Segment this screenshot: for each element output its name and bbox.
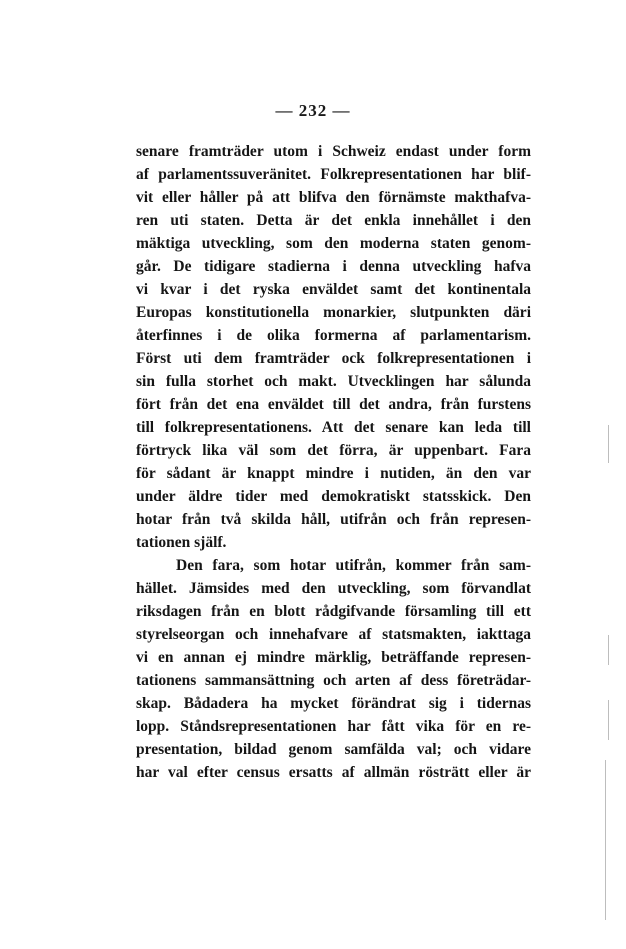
- text-line: skap. Bådadera ha mycket förändrat sig i tidernas: [136, 695, 531, 712]
- page-number: — 232 —: [275, 101, 351, 120]
- scan-edge-mark: [608, 700, 609, 740]
- scan-edge-mark: [605, 760, 606, 920]
- text-line: för sådant är knappt mindre i nutiden, än den var: [136, 465, 531, 482]
- text-line: hotar från två skilda håll, utifrån och från represen-: [136, 511, 531, 528]
- text-line: fört från det ena enväldet till det andra, från furstens: [136, 396, 531, 413]
- text-line: presentation, bildad genom samfälda val; och vidare: [136, 741, 531, 758]
- text-line: styrelseorgan och innehafvare af statsmakten, iakttaga: [136, 626, 531, 643]
- scan-edge-mark: [608, 635, 609, 665]
- text-line: lopp. Ståndsrepresentationen har fått vika för en re-: [136, 718, 531, 735]
- text-line: vi en annan ej mindre märklig, beträffande represen-: [136, 649, 531, 666]
- text-line: af parlamentssuveränitet. Folkrepresentationen har blif-: [136, 166, 531, 183]
- text-line: Europas konstitutionella monarkier, slutpunkten däri: [136, 304, 531, 321]
- text-line: Först uti dem framträder ock folkrepresentationen i: [136, 350, 531, 367]
- text-line: har val efter census ersatts af allmän rösträtt eller är: [136, 764, 531, 781]
- text-line-paragraph-end: tationen själf.: [136, 534, 227, 551]
- text-line-paragraph-start: Den fara, som hotar utifrån, kommer från sam-: [176, 557, 531, 574]
- text-line: ren uti staten. Detta är det enkla innehållet i den: [136, 212, 531, 229]
- text-line: vit eller håller på att blifva den förnämste makthafva-: [136, 189, 531, 206]
- text-line: återfinnes i de olika formerna af parlamentarism.: [136, 327, 531, 344]
- body-text: [136, 140, 531, 784]
- text-line: hället. Jämsides med den utveckling, som förvandlat: [136, 580, 531, 597]
- text-line: sin fulla storhet och makt. Utvecklingen har sålunda: [136, 373, 531, 390]
- text-line: tationens sammansättning och arten af dess företrädar-: [136, 672, 531, 689]
- text-line: under äldre tider med demokratiskt statsskick. Den: [136, 488, 531, 505]
- text-line: förtryck lika väl som det förra, är uppenbart. Fara: [136, 442, 531, 459]
- text-line: till folkrepresentationens. Att det senare kan leda till: [136, 419, 531, 436]
- text-line: senare framträder utom i Schweiz endast under form: [136, 143, 531, 160]
- scan-edge-mark: [608, 425, 609, 463]
- text-line: vi kvar i det ryska enväldet samt det kontinentala: [136, 281, 531, 298]
- text-line: riksdagen från en blott rådgifvande församling till ett: [136, 603, 531, 620]
- text-line: går. De tidigare stadierna i denna utveckling hafva: [136, 258, 531, 275]
- text-line: mäktiga utveckling, som den moderna staten genom-: [136, 235, 531, 252]
